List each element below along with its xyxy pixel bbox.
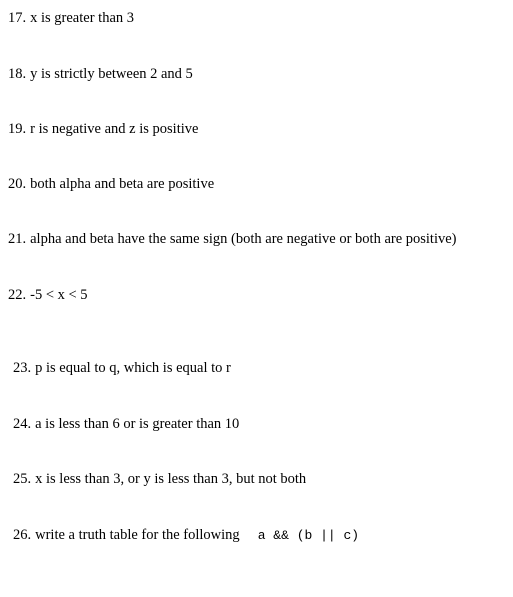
- question-18: [8, 65, 193, 83]
- question-text: p is equal to q, which is equal to r: [35, 360, 231, 376]
- question-number: 24.: [13, 416, 32, 432]
- question-text: y is strictly between 2 and 5: [30, 66, 193, 82]
- question-number: 23.: [13, 360, 32, 376]
- question-17: [8, 9, 134, 27]
- question-number: 21.: [8, 231, 27, 247]
- question-text: a is less than 6 or is greater than 10: [35, 416, 240, 432]
- question-19: [8, 120, 198, 138]
- question-number: 17.: [8, 10, 27, 26]
- question-text: both alpha and beta are positive: [30, 176, 215, 192]
- question-text: -5 < x < 5: [30, 287, 88, 303]
- question-24: [13, 415, 239, 433]
- question-number: 22.: [8, 287, 27, 303]
- question-22: [8, 286, 88, 304]
- code-expression: a && (b || c): [257, 528, 360, 543]
- question-text: x is less than 3, or y is less than 3, but not both: [35, 471, 307, 487]
- question-text: r is negative and z is positive: [30, 121, 199, 137]
- question-number: 26.: [13, 527, 32, 543]
- question-25: [13, 470, 306, 488]
- question-text: x is greater than 3: [30, 10, 135, 26]
- question-26: [13, 526, 359, 545]
- question-21: [8, 230, 457, 248]
- question-text: alpha and beta have the same sign (both are negative or both are positive): [30, 231, 457, 247]
- question-number: 25.: [13, 471, 32, 487]
- question-20: [8, 175, 214, 193]
- question-23: [13, 359, 231, 377]
- question-text: write a truth table for the following: [35, 527, 240, 543]
- question-number: 19.: [8, 121, 27, 137]
- question-number: 18.: [8, 66, 27, 82]
- question-number: 20.: [8, 176, 27, 192]
